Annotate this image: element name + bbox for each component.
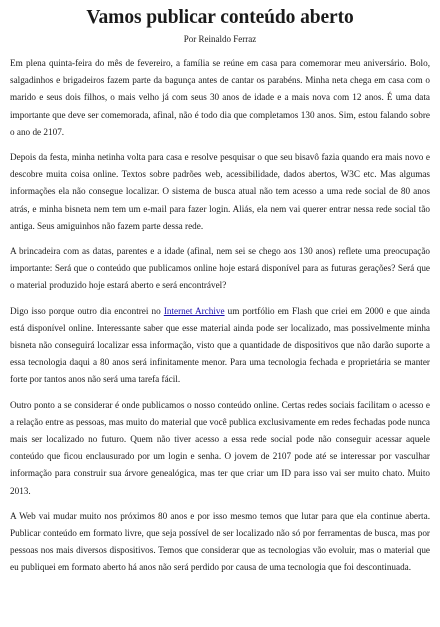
paragraph-5: Outro ponto a se considerar é onde publicamos o nosso conteúdo online. Certas redes sociais facilitam o acesso e a relação entre as pessoas, mas muito do material que você publica exclusivamente em redes fechadas pode nunca mais ser localizado no futuro. Quem não tiver acesso a essa rede social pode não conseguir acessar aquele conteúdo que ficou enclausurado por um login e senha. O jovem de 2107 pode até se interessar por vasculhar informação para construir sua árvore genealógica, mas ter que criar um ID para isso vai ser muito chato. Muito 2013. bbox=[10, 399, 430, 496]
paragraph-4-text-after: um portfólio em Flash que criei em 2000 e que ainda está disponível online. Interessante saber que esse material ainda pode ser localizado, mas possivelmente minha bisneta não conseguirá localizar essa informação, visto que a quantidade de dispositivos que não darão suporte a essa tecnologia daqui a 80 anos será infinitamente menor. Para uma tecnologia fechada e proprietária se manter forte por tantos anos não será uma tarefa fácil. bbox=[10, 305, 431, 385]
paragraph-3: A brincadeira com as datas, parentes e a idade (afinal, nem sei se chego aos 130 anos) reflete uma preocupação importante: Será que o conteúdo que publicamos online hoje estará disponível para as futuras gerações? Será que o material produzido hoje estará aberto e será encontrável? bbox=[10, 246, 430, 291]
paragraph-6: A Web vai mudar muito nos próximos 80 anos e por isso mesmo temos que lutar para que ela continue aberta. Publicar conteúdo em formato livre, que seja possível de ser localizado não só por ferramentas de busca, mas por pessoas nos mais diversos dispositivos. Temos que considerar que as tecnologias vão evoluir, mas o material que eu publiquei em formato aberto há anos não será perdido por causa de uma tecnologia que foi descontinuada. bbox=[10, 510, 430, 573]
paragraph-4-text-before: Digo isso porque outro dia encontrei no bbox=[10, 305, 164, 316]
paragraph-2: Depois da festa, minha netinha volta para casa e resolve pesquisar o que seu bisavô fazia quando era mais novo e descobre muita coisa online. Textos sobre padrões web, acessibilidade, dados abertos, W3C etc. Mas algumas informações ela não consegue localizar. O sistema de busca atual não tem acesso a uma rede social de 80 anos atrás, e minha bisneta nem tem um e-mail para fazer login. Aliás, ela nem vai querer entrar nessa rede social tão antiga. Seus amiguinhos não fazem parte dessa rede. bbox=[10, 152, 430, 231]
paragraph-4 bbox=[10, 303, 430, 389]
article-byline: Por Reinaldo Ferraz bbox=[183, 34, 257, 44]
internet-archive-link[interactable]: Internet Archive bbox=[163, 305, 225, 316]
paragraph-1: Em plena quinta-feira do mês de fevereiro, a família se reúne em casa para comemorar meu aniversário. Bolo, salgadinhos e brigadeiros fazem parte da bagunça antes de cantar os parabéns. Minha neta chega em casa com o marido e seus dois filhos, o mais velho já com seus 30 anos de idade e a mais nova com 12 anos. É uma data importante que deve ser comemorada, afinal, não é todo dia que completamos 130 anos. Sim, estou falando sobre o ano de 2107. bbox=[10, 58, 430, 137]
article-title: Vamos publicar conteúdo aberto bbox=[86, 7, 354, 28]
